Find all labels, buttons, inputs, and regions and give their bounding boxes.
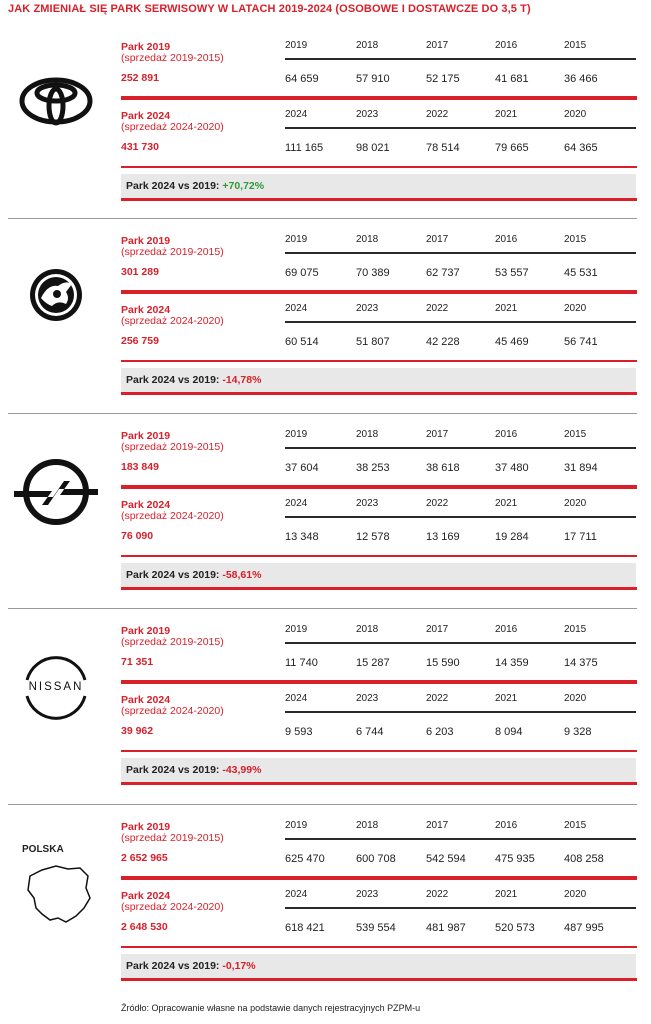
value-cell: 42 228 [426,336,460,348]
park2019-value-row [285,657,636,671]
year-cell: 2021 [495,109,518,120]
value-cell: 17 711 [564,531,597,543]
divider-line [285,516,636,518]
park2024-total: 2 648 530 [121,921,168,933]
source-note: Źródło: Opracowanie własne na podstawie danych rejestracyjnych PZPM-u [121,1003,421,1013]
divider-line [285,58,636,60]
divider-line [285,127,636,129]
park2024-sub: (sprzedaż 2024-2020) [121,121,224,133]
value-cell: 8 094 [495,726,523,738]
year-cell: 2016 [495,40,518,51]
park2024-value-row [285,142,636,156]
value-cell: 111 165 [285,142,324,154]
value-cell: 57 910 [356,73,390,85]
brand-section-toyota [0,28,651,222]
park2024-label-block [121,500,224,522]
year-cell: 2019 [285,624,308,635]
park2024-label-block [121,891,224,913]
value-cell: 62 737 [426,267,460,279]
year-cell: 2021 [495,498,518,509]
year-cell: 2016 [495,429,518,440]
red-divider [121,198,637,201]
year-cell: 2017 [426,624,449,635]
year-cell: 2023 [356,889,379,900]
divider-line [285,321,636,323]
summary-value: -58,61% [222,569,262,581]
value-cell: 13 348 [285,531,319,543]
year-cell: 2021 [495,693,518,704]
year-cell: 2015 [564,820,587,831]
park2024-sub: (sprzedaż 2024-2020) [121,315,224,327]
value-cell: 15 287 [356,657,390,669]
year-cell: 2017 [426,429,449,440]
summary-label: Park 2024 vs 2019: [126,960,220,972]
value-cell: 6 203 [426,726,454,738]
year-cell: 2018 [356,234,379,245]
park2019-sub: (sprzedaż 2019-2015) [121,246,224,258]
park2024-total: 76 090 [121,530,154,542]
value-cell: 6 744 [356,726,384,738]
summary-label: Park 2024 vs 2019: [126,374,220,386]
value-cell: 9 328 [564,726,592,738]
value-cell: 481 987 [426,922,466,934]
value-cell: 12 578 [356,531,390,543]
park2024-year-row [285,889,636,903]
park2024-total: 431 730 [121,141,159,153]
divider-line [285,252,636,254]
park2019-label-block [121,42,224,64]
red-divider [121,360,637,362]
value-cell: 539 554 [356,922,396,934]
value-cell: 600 708 [356,853,396,865]
red-divider [121,555,637,557]
park2019-year-row [285,624,636,638]
brand-section-opel [0,417,651,611]
year-cell: 2021 [495,303,518,314]
year-cell: 2017 [426,820,449,831]
red-divider [121,680,637,684]
park2019-label: Park 2019 [121,625,171,637]
park2019-year-row [285,820,636,834]
year-cell: 2017 [426,234,449,245]
red-divider [121,290,637,294]
park2019-total: 301 289 [121,266,159,278]
park2019-value-row [285,73,636,87]
year-cell: 2023 [356,498,379,509]
year-cell: 2024 [285,693,308,704]
park2019-label: Park 2019 [121,41,171,53]
value-cell: 45 531 [564,267,598,279]
value-cell: 36 466 [564,73,598,85]
park2024-sub: (sprzedaż 2024-2020) [121,510,224,522]
summary-value: -43,99% [222,764,262,776]
park2019-total: 71 351 [121,656,154,668]
value-cell: 38 618 [426,462,460,474]
red-divider [121,978,637,981]
year-cell: 2020 [564,303,587,314]
year-cell: 2020 [564,693,587,704]
year-cell: 2020 [564,498,587,509]
year-cell: 2024 [285,303,308,314]
park2024-total: 39 962 [121,725,154,737]
section-separator [8,608,637,609]
park2019-value-row [285,462,636,476]
value-cell: 9 593 [285,726,313,738]
value-cell: 51 807 [356,336,390,348]
park2019-label-block [121,431,224,453]
summary-bar [121,174,636,198]
skoda-logo-icon [8,240,104,350]
value-cell: 52 175 [426,73,460,85]
park2024-total: 256 759 [121,335,159,347]
park2019-label: Park 2019 [121,821,171,833]
red-divider [121,96,637,100]
value-cell: 64 365 [564,142,598,154]
value-cell: 19 284 [495,531,529,543]
value-cell: 13 169 [426,531,460,543]
park2024-year-row [285,303,636,317]
year-cell: 2023 [356,109,379,120]
value-cell: 542 594 [426,853,466,865]
value-cell: 11 740 [285,657,318,669]
value-cell: 37 480 [495,462,529,474]
year-cell: 2016 [495,234,518,245]
nissan-wordmark: NISSAN [17,681,95,693]
value-cell: 618 421 [285,922,325,934]
year-cell: 2015 [564,234,587,245]
year-cell: 2022 [426,693,449,704]
park2019-year-row [285,234,636,248]
value-cell: 56 741 [564,336,598,348]
park2019-sub: (sprzedaż 2019-2015) [121,832,224,844]
red-divider [121,782,637,785]
value-cell: 45 469 [495,336,529,348]
region-label: POLSKA [22,844,64,855]
divider-line [285,642,636,644]
toyota-logo-icon [8,46,104,156]
value-cell: 14 359 [495,657,529,669]
year-cell: 2021 [495,889,518,900]
summary-value: -0,17% [222,960,256,972]
value-cell: 487 995 [564,922,604,934]
value-cell: 475 935 [495,853,535,865]
park2019-label-block [121,626,224,648]
year-cell: 2020 [564,889,587,900]
park2024-label-block [121,695,224,717]
summary-value: +70,72% [222,180,265,192]
park2019-label-block [121,822,224,844]
year-cell: 2015 [564,429,587,440]
summary-label: Park 2024 vs 2019: [126,569,220,581]
value-cell: 37 604 [285,462,319,474]
year-cell: 2019 [285,820,308,831]
red-divider [121,166,637,168]
value-cell: 98 021 [356,142,390,154]
park2019-total: 2 652 965 [121,852,168,864]
value-cell: 79 665 [495,142,529,154]
year-cell: 2024 [285,889,308,900]
value-cell: 60 514 [285,336,319,348]
year-cell: 2023 [356,303,379,314]
year-cell: 2018 [356,429,379,440]
value-cell: 408 258 [564,853,604,865]
opel-logo-icon [8,435,104,545]
summary-label: Park 2024 vs 2019: [126,764,220,776]
value-cell: 64 659 [285,73,319,85]
park2019-value-row [285,853,636,867]
section-separator [8,218,637,219]
park2024-label: Park 2024 [121,110,171,122]
year-cell: 2024 [285,498,308,509]
park2024-label: Park 2024 [121,304,171,316]
year-cell: 2018 [356,40,379,51]
park2024-year-row [285,109,636,123]
section-separator [8,413,637,414]
park2024-value-row [285,726,636,740]
park2024-year-row [285,693,636,707]
park2024-sub: (sprzedaż 2024-2020) [121,705,224,717]
year-cell: 2022 [426,303,449,314]
value-cell: 15 590 [426,657,460,669]
year-cell: 2020 [564,109,587,120]
year-cell: 2019 [285,234,308,245]
value-cell: 625 470 [285,853,325,865]
divider-line [285,711,636,713]
value-cell: 69 075 [285,267,319,279]
red-divider [121,392,637,395]
page-title: JAK ZMIENIAŁ SIĘ PARK SERWISOWY W LATACH 2019-2024 (OSOBOWE I DOSTAWCZE DO 3,5 T) [8,3,531,15]
divider-line [285,838,636,840]
value-cell: 31 894 [564,462,598,474]
year-cell: 2016 [495,624,518,635]
year-cell: 2015 [564,624,587,635]
year-cell: 2024 [285,109,308,120]
section-separator [8,804,637,805]
park2024-label-block [121,111,224,133]
divider-line [285,447,636,449]
park2019-label: Park 2019 [121,235,171,247]
park2024-value-row [285,531,636,545]
park2019-total: 252 891 [121,72,159,84]
park2019-label: Park 2019 [121,430,171,442]
red-divider [121,587,637,590]
year-cell: 2016 [495,820,518,831]
summary-value: -14,78% [222,374,262,386]
park2024-label: Park 2024 [121,499,171,511]
value-cell: 38 253 [356,462,390,474]
park2024-label: Park 2024 [121,694,171,706]
year-cell: 2019 [285,40,308,51]
park2019-value-row [285,267,636,281]
year-cell: 2022 [426,109,449,120]
value-cell: 41 681 [495,73,529,85]
park2019-sub: (sprzedaż 2019-2015) [121,636,224,648]
red-divider [121,750,637,752]
value-cell: 520 573 [495,922,535,934]
year-cell: 2022 [426,889,449,900]
year-cell: 2019 [285,429,308,440]
summary-bar [121,368,636,392]
summary-label: Park 2024 vs 2019: [126,180,220,192]
year-cell: 2018 [356,820,379,831]
park2024-label-block [121,305,224,327]
park2019-label-block [121,236,224,258]
red-divider [121,876,637,880]
red-divider [121,946,637,948]
park2019-year-row [285,40,636,54]
summary-bar [121,563,636,587]
park2019-total: 183 849 [121,461,159,473]
year-cell: 2023 [356,693,379,704]
brand-section-skoda [0,222,651,416]
park2024-label: Park 2024 [121,890,171,902]
value-cell: 14 375 [564,657,598,669]
park2019-year-row [285,429,636,443]
year-cell: 2018 [356,624,379,635]
value-cell: 70 389 [356,267,390,279]
value-cell: 78 514 [426,142,460,154]
red-divider [121,485,637,489]
park2024-year-row [285,498,636,512]
summary-bar [121,758,636,782]
year-cell: 2022 [426,498,449,509]
brand-section-nissan [0,612,651,806]
park2019-sub: (sprzedaż 2019-2015) [121,52,224,64]
park2024-value-row [285,336,636,350]
year-cell: 2015 [564,40,587,51]
park2024-sub: (sprzedaż 2024-2020) [121,901,224,913]
park2024-value-row [285,922,636,936]
year-cell: 2017 [426,40,449,51]
value-cell: 53 557 [495,267,529,279]
park2019-sub: (sprzedaż 2019-2015) [121,441,224,453]
brand-section-polska [0,808,651,1002]
divider-line [285,907,636,909]
summary-bar [121,954,636,978]
